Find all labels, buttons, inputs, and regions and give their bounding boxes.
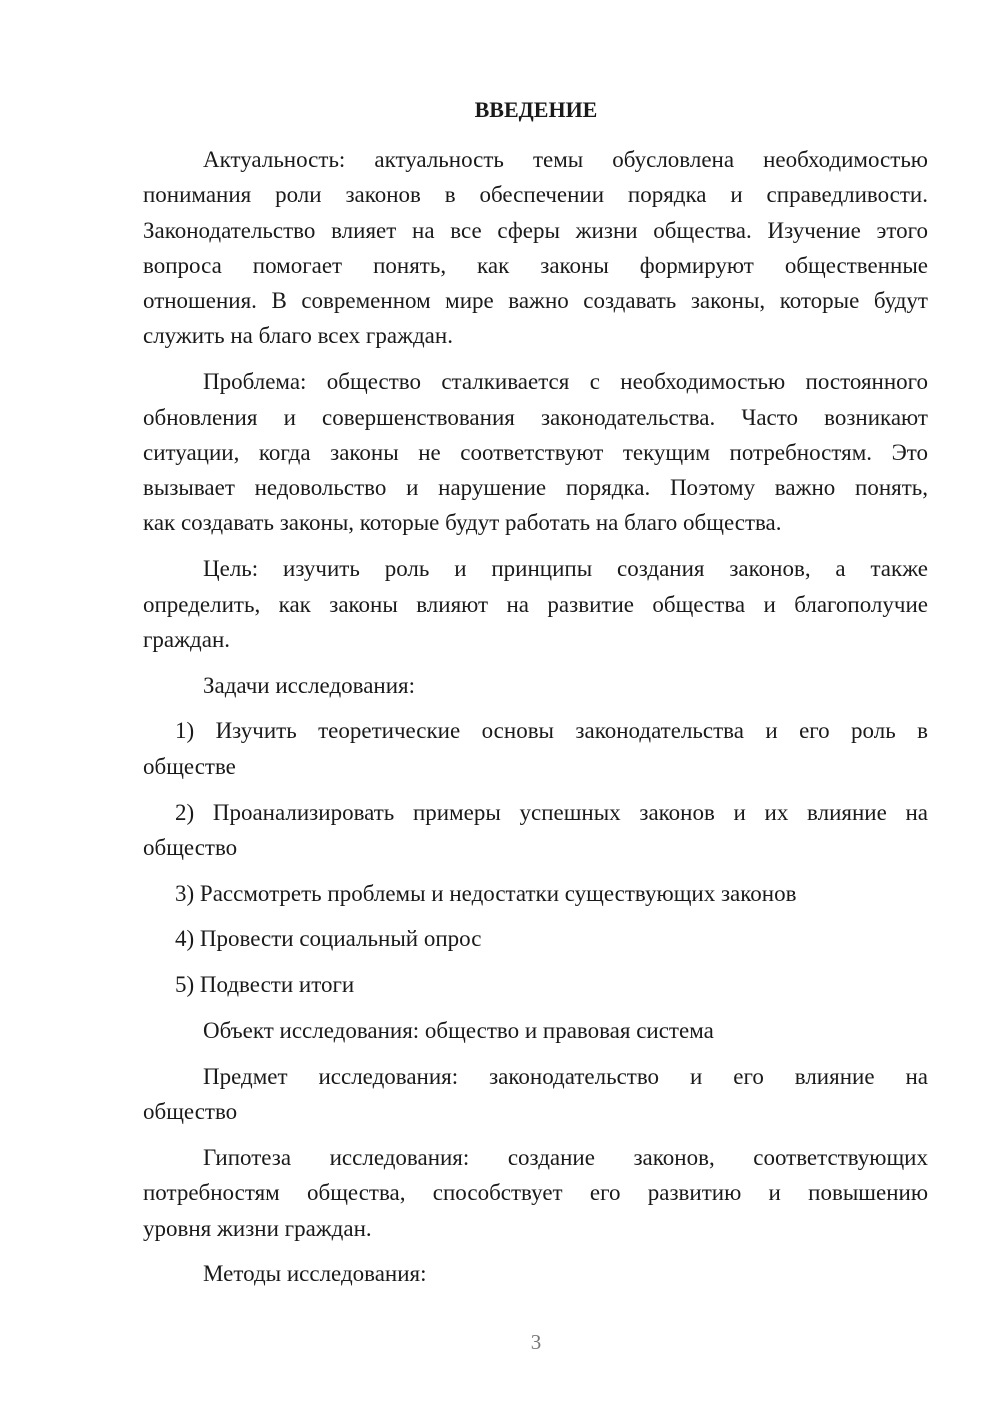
text-line: потребностям общества, способствует его развитию и повышению [143, 1180, 928, 1206]
text-line: Проблема: общество сталкивается с необходимостью постоянного [203, 369, 928, 395]
text-line: определить, как законы влияют на развитие общества и благополучие [143, 591, 928, 617]
text-line: служить на благо всех граждан. [143, 323, 453, 349]
text-line: Гипотеза исследования: создание законов, соответствующих [203, 1144, 928, 1170]
text-line: вызывает недовольство и нарушение порядка. Поэтому важно понять, [143, 475, 928, 501]
text-line: как создавать законы, которые будут работать на благо общества. [143, 510, 782, 536]
text-line: 2) Проанализировать примеры успешных законов и их влияние на [175, 799, 928, 825]
text-line: граждан. [143, 626, 231, 652]
page-title: ВВЕДЕНИЕ [474, 97, 598, 122]
text-line: 3) Рассмотреть проблемы и недостатки существующих законов [175, 880, 797, 906]
list-item [143, 921, 928, 956]
text-line: понимания роли законов в обеспечении порядка и справедливости. [143, 182, 928, 208]
text-line: ситуации, когда законы не соответствуют текущим потребностям. Это [143, 439, 928, 465]
paragraph [143, 551, 928, 657]
text-line: Объект исследования: общество и правовая система [203, 1018, 714, 1044]
paragraph [143, 1013, 928, 1048]
text-line: Предмет исследования: законодательство и его влияние на [203, 1063, 928, 1089]
text-line: 1) Изучить теоретические основы законодательства и его роль в [175, 718, 928, 744]
text-line: Актуальность: актуальность темы обусловлена необходимостью [203, 147, 928, 172]
list-item [143, 795, 928, 866]
text-line: вопроса помогает понять, как законы формируют общественные [143, 252, 928, 278]
text-line: Задачи исследования: [203, 672, 416, 698]
text-line: общество [143, 1099, 238, 1125]
text-line: общество [143, 834, 238, 860]
paragraph [143, 1140, 928, 1246]
text-line: Цель: изучить роль и принципы создания законов, а также [203, 556, 928, 582]
text-line: 4) Провести социальный опрос [175, 926, 482, 952]
page-number: 3 [530, 1330, 542, 1354]
paragraph [143, 142, 928, 354]
document-body [143, 142, 928, 1292]
list-item [143, 713, 928, 784]
list-item [143, 967, 928, 1002]
text-line: Законодательство влияет на все сферы жизни общества. Изучение этого [143, 217, 928, 243]
text-line: обновления и совершенствования законодательства. Часто возникают [143, 404, 928, 430]
paragraph [143, 668, 928, 703]
text-line: уровня жизни граждан. [143, 1215, 372, 1241]
list-item [143, 876, 928, 911]
paragraph [143, 1256, 928, 1291]
text-line: обществе [143, 753, 236, 779]
text-line: Методы исследования: [203, 1261, 427, 1287]
text-line: 5) Подвести итоги [175, 972, 355, 998]
paragraph [143, 364, 928, 540]
paragraph [143, 1059, 928, 1130]
text-line: отношения. В современном мире важно создавать законы, которые будут [143, 288, 928, 314]
